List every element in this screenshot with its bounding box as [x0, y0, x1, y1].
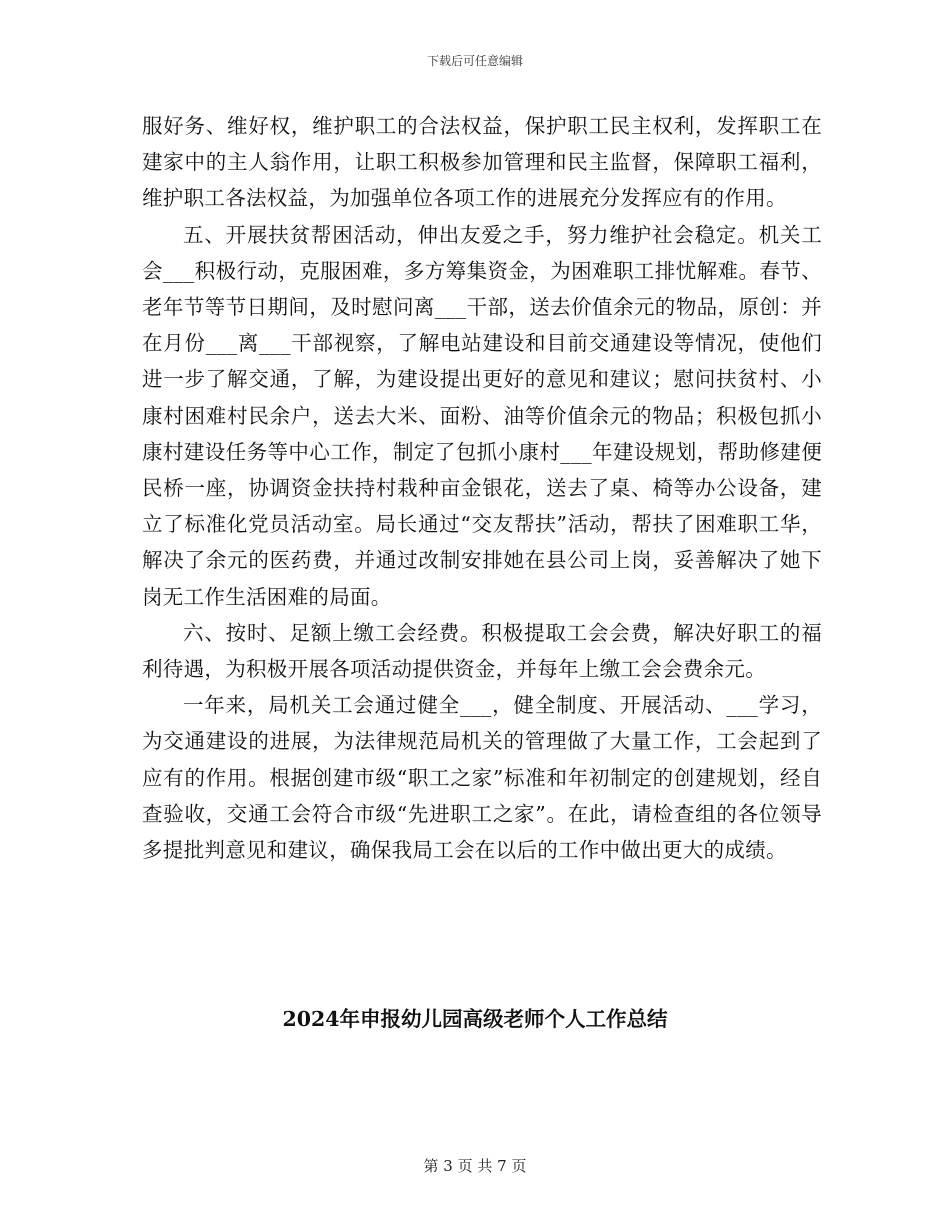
- page-header: 下载后可任意编辑: [426, 54, 523, 68]
- paragraph-continuation: 服好务、维好权，维护职工的合法权益，保护职工民主权利，发挥职工在建家中的主人翁作用，让职工积极参加管理和民主监督，保障职工福利，维护职工各法权益，为加强单位各项工作的进展充分发挥应有的作用。: [142, 114, 822, 211]
- paragraph-summary: 一年来，局机关工会通过健全___，健全制度、开展活动、___学习，为交通建设的进展，为法律规范局机关的管理做了大量工作，工会起到了应有的作用。根据创建市级“职工之家”标准和年初制定的创建规划，经自查验收，交通工会符合市级“先进职工之家”。在此，请检查组的各位领导多提批判意见和建议，确保我局工会在以后的工作中做出更大的成绩。: [142, 693, 822, 863]
- document-body: [142, 108, 822, 868]
- page-number-footer: 第 3 页 共 7 页: [423, 1157, 527, 1175]
- paragraph-section-five: 五、开展扶贫帮困活动，伸出友爱之手，努力维护社会稳定。机关工会___积极行动，克服困难，多方筹集资金，为困难职工排忧解难。春节、老年节等节日期间，及时慰问离___干部，送去价值余元的物品，原创：并在月份___离___干部视察，了解电站建设和目前交通建设等情况，使他们进一步了解交通，了解，为建设提出更好的意见和建议；慰问扶贫村、小康村困难村民余户，送去大米、面粉、油等价值余元的物品；积极包抓小康村建设任务等中心工作，制定了包抓小康村___年建设规划，帮助修建便民桥一座，协调资金扶持村栽种亩金银花，送去了桌、椅等办公设备，建立了标准化党员活动室。局长通过“交友帮扶”活动，帮扶了困难职工华，解决了余元的医药费，并通过改制安排她在县公司上岗，妥善解决了她下岗无工作生活困难的局面。: [142, 222, 822, 609]
- next-document-title: 2024年申报幼儿园高级老师个人工作总结: [282, 1007, 668, 1031]
- paragraph-section-six: 六、按时、足额上缴工会经费。积极提取工会会费，解决好职工的福利待遇，为积极开展各项活动提供资金，并每年上缴工会会费余元。: [142, 620, 822, 682]
